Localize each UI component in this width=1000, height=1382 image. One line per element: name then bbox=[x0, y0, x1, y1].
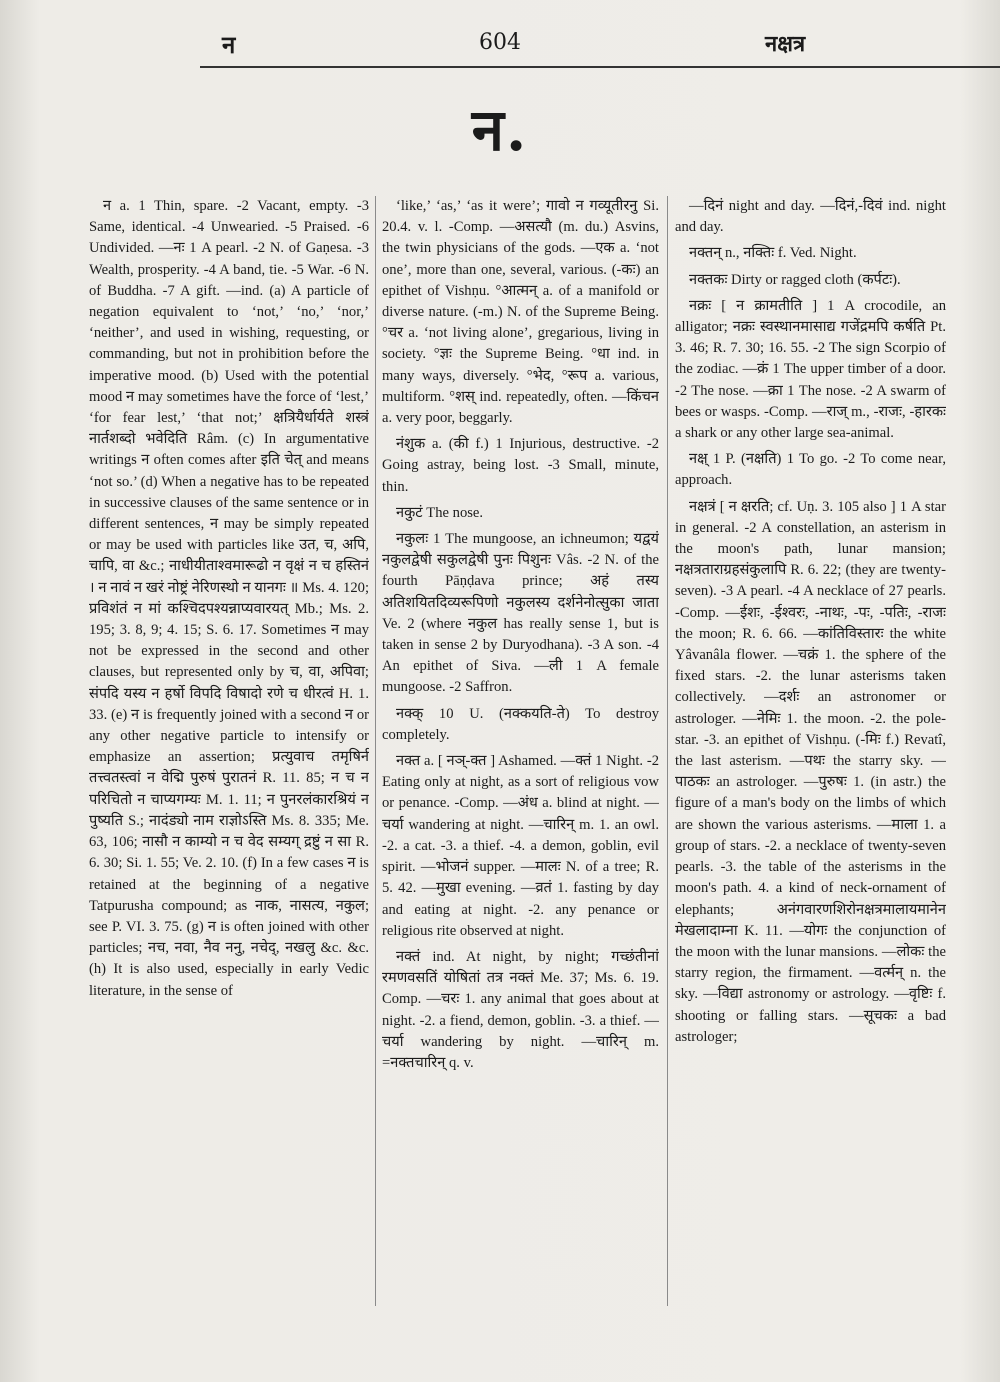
text-column-2 bbox=[382, 196, 659, 1306]
dictionary-entry: नकुलः 1 The mungoose, an ichneumon; यद्वयं नकुलद्वेषी सकुलद्वेषी पुनः पिशुनः Vâs. -2 N. of the fourth Pāṇḍava prince; अहं तस्य अतिशयितदिव्यरूपिणो नकुलस्य दर्शनेनोत्सुका जाता Ve. 2 (where नकुल has really sense 1, but is taken in sense 2 by Duryodhana). -3 A son. -4 An epithet of Siva. —ली 1 A female mungoose. -2 Saffron. bbox=[382, 531, 659, 696]
dictionary-entry: —दिनं night and day. —दिनं,-दिवं ind. night and day. bbox=[675, 198, 946, 236]
section-letter-heading: न. bbox=[471, 96, 529, 164]
text-column-1 bbox=[89, 196, 369, 1306]
header-right-guideword: नक्षत्र bbox=[765, 31, 806, 57]
dictionary-entry: ‘like,’ ‘as,’ ‘as it were’; गावो न गव्यूतीरनु Si. 20.4. v. l. -Comp. —असत्यौ (m. du.) Asvins, the twin physicians of the gods. —एक a. ‘not one’, more than one, several, various. (-कः) an epithet of Vishṇu. °आत्मन् a. of a manifold or diverse nature. (-m.) N. of the Supreme Being. °चर a. ‘not living alone’, gregarious, living in society. °ज्ञः the Supreme Being. °धा ind. in many ways, diversely. °भेद, °रूप a. various, multiform. °शस् ind. repeatedly, often. —किंचन a. very poor, beggarly. bbox=[382, 198, 659, 427]
dictionary-entry: नक्ष् 1 P. (नक्षति) 1 To go. -2 To come near, approach. bbox=[675, 451, 946, 489]
dictionary-entry: नक्षत्रं [ न क्षरति; cf. Uṇ. 3. 105 also ] 1 A star in general. -2 A constellation, an asterism in the moon's path, lunar mansion; नक्षत्रताराग्रहसंकुलापि R. 6. 22; (they are twenty-seven). -3 A pearl. -4 A necklace of 27 pearls. -Comp. —ईशः, -ईश्वरः, -नाथः, -पः, -पतिः, -राजः the moon; R. 6. 66. —कांतिविस्तारः the white Yâvanâla flower. —चक्रं 1. the sphere of the fixed stars. -2. the lunar asterisms taken collectively. —दर्शः an astronomer or astrologer. —नेमिः 1. the moon. -2. the pole-star. -3. an epithet of Vishṇu. (-मिः f.) Revatî, the last asterism. —पथः the starry sky. —पाठकः an astrologer. —पुरुषः 1. (in astr.) the figure of a man's body on the limbs of which are shown the various asterisms. —माला 1. a group of stars. -2. a necklace of twenty-seven pearls. -3. the table of the asterisms in the moon's path. 4. a kind of neck-ornament of elephants; अनंगवारणशिरोनक्षत्रमालायमानेन मेखलादाम्ना K. 11. —योगः the conjunction of the moon with the lunar mansions. —लोकः the starry region, the firmament. —वर्त्मन् n. the sky. —विद्या astronomy or astrology. —वृष्टिः f. shooting or falling stars. —सूचकः a bad astrologer; bbox=[675, 498, 946, 1045]
text-column-3 bbox=[675, 196, 946, 1256]
header-left-guideword: न bbox=[222, 30, 236, 59]
dictionary-entry: नक्तकः Dirty or ragged cloth (कर्पटः). bbox=[689, 271, 901, 288]
column-divider bbox=[667, 196, 668, 1306]
dictionary-entry: नक्रः [ न क्रामतीति ] 1 A crocodile, an alligator; नक्रः स्वस्थानमासाद्य गजेंद्रमपि कर्षति Pt. 3. 46; R. 7. 30; 16. 55. -2 The sign Scorpio of the zodiac. —क्रं 1 The upper timber of a door. -2 The nose. —क्रा 1 The nose. -2 A swarm of bees or wasps. -Comp. —राज् m., -राजः, -हारकः a shark or any other large sea-animal. bbox=[675, 297, 946, 442]
dictionary-entry: न a. 1 Thin, spare. -2 Vacant, empty. -3 Same, identical. -4 Unwearied. -5 Praised. -6 Undivided. —नः 1 A pearl. -2 N. of Gaṇesa. -3 Wealth, prosperity. -4 A band, tie. -5 War. -6 N. of Buddha. -7 A gift. —ind. (a) A particle of negation equivalent to ‘not,’ ‘no,’ ‘nor,’ ‘neither’, and used in wishing, requesting, or commanding, but not in prohibition before the imperative mood. (b) Used with the potential mood न may sometimes have the force of ‘lest,’ ‘for fear lest,’ ‘that not;’ क्षत्रियैर्धार्यते शस्त्रं नार्तशब्दो भवेदिति Râm. (c) In argumentative writings न often comes after इति चेत् and means ‘not so.’ (d) When a negative has to be repeated in successive clauses of the same sentence or in different sentences, न may be simply repeated or may be used with particles like उत, च, अपि, चापि, वा &c.; नाधीयीताश्वमारूढो न वृक्षं न च हस्तिनं । न नावं न खरं नोष्ट्रं नेरिणस्थो न यानगः ॥ Ms. 4. 120; प्रविशंतं न मां कश्चिदपश्यन्नाप्यवारयत् Mb.; Ms. 2. 195; 3. 8, 9; 4. 15; S. 6. 17. Sometimes न may not be expressed in the second and other clauses, but represented only by च, वा, अपिवा; संपदि यस्य न हर्षो विपदि विषादो रणे च धीरत्वं H. 1. 33. (e) न is frequently joined with a second न or any other negative particle to intensify or emphasize an assertion; प्रत्युवाच तमृषिर्न तत्त्वतस्त्वां न वेद्मि पुरुषं पुरातनं R. 11. 85; न च न परिचितो न चाप्यगम्यः M. 1. 11; न पुनरलंकारश्रियं न पुष्यति S.; नादंड्यो नाम राज्ञोऽस्ति Ms. 8. 335; Me. 63, 106; नासौ न काम्यो न च वेद सम्यग् द्रष्टुं न सा R. 6. 30; Si. 1. 55; Ve. 2. 10. (f) In a few cases न is retained at the beginning of a negative Tatpurusha compound; as नाक, नासत्य, नकुल; see P. VI. 3. 75. (g) न is often joined with other particles; नच, नवा, नैव ननु, नचेद्, नखलु &c. &c. (h) It is also used, especially in early Vedic literature, in the sense of bbox=[89, 198, 369, 999]
dictionary-entry: नंशुक a. (की f.) 1 Injurious, destructive. -2 Going astray, being lost. -3 Small, minute, thin. bbox=[382, 436, 659, 495]
dictionary-entry: नकुटं The nose. bbox=[396, 504, 484, 521]
page-number: 604 bbox=[479, 30, 521, 55]
page-header bbox=[0, 28, 1000, 64]
bleed-through-left bbox=[0, 80, 40, 1330]
dictionary-entry: नक्क् 10 U. (नक्कयति-ते) To destroy completely. bbox=[382, 705, 659, 743]
header-rule bbox=[200, 66, 1000, 68]
dictionary-entry: नक्त a. [ नञ्-क्त ] Ashamed. —क्तं 1 Night. -2 Eating only at night, as a sort of religious vow or penance. -Comp. —अंध a. blind at night. —चर्या wandering at night. —चारिन् m. 1. an owl. -2. a cat. -3. a thief. -4. a demon, goblin, evil spirit. —भोजनं supper. —मालः N. of a tree; R. 5. 42. —मुखा evening. —व्रतं 1. fasting by day and eating at night. -2. any penance or religious rite observed at night. bbox=[382, 753, 659, 939]
dictionary-entry: नक्तं ind. At night, by night; गच्छंतीनां रमणवसतिं योषितां तत्र नक्तं Me. 37; Ms. 6. 19. Comp. —चरः 1. any animal that goes about at night. -2. a fiend, demon, goblin. -3. a thief. —चर्या wandering by night. —चारिन् m. =नक्तचारिन् q. v. bbox=[382, 948, 659, 1071]
dictionary-entry: नक्तन् n., नक्तिः f. Ved. Night. bbox=[689, 245, 857, 262]
column-divider bbox=[375, 196, 376, 1306]
